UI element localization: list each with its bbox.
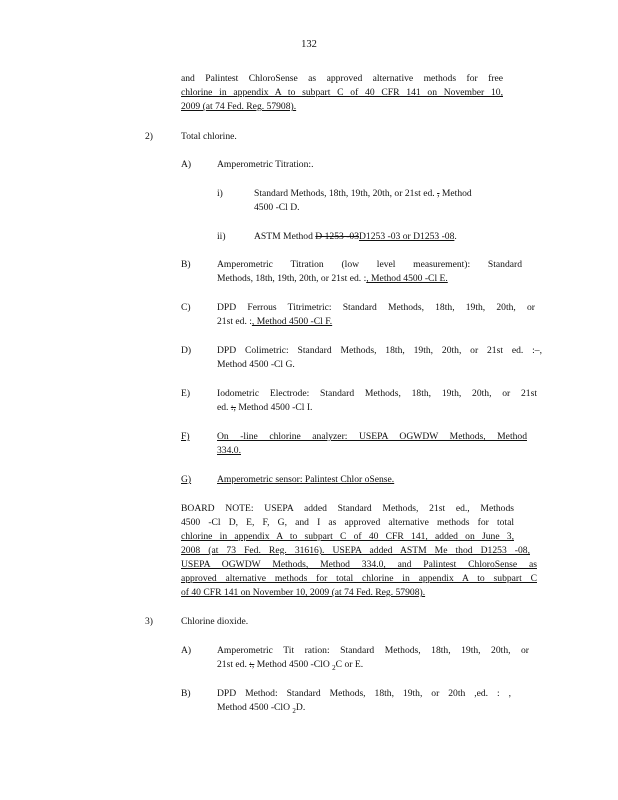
item-2e-line-2: ed. :, Method 4500 -Cl I.	[217, 402, 313, 413]
item-3a-line-2: 21st ed. :, Method 4500 -ClO $_2$C or E.	[217, 659, 364, 672]
item-2a-ii-text: ASTM Method D 1253 -03D1253 -03 or D1253 -08.	[254, 231, 457, 242]
board-note	[181, 502, 537, 600]
item-2c-label: C)	[181, 302, 191, 313]
item-2a-i-label: i)	[217, 188, 223, 199]
item-2a-i-text	[254, 187, 522, 215]
intro-paragraph	[181, 72, 503, 114]
item-2b-line-1: Amperometric Titration (low level measurement): Standard	[217, 259, 522, 270]
item-2b-line-2: Methods, 18th, 19th, 20th, or 21st ed. :, Method 4500 -Cl E.	[217, 273, 448, 284]
item-2d-line-2: Method 4500 -Cl G.	[217, 359, 295, 370]
item-2a-label: A)	[181, 159, 192, 170]
item-2c-line-2: 21st ed. :, Method 4500 -Cl F.	[217, 316, 333, 327]
board-note-line-1: BOARD NOTE: USEPA added Standard Methods, 21st ed., Methods	[181, 503, 514, 514]
section-3-title: Chlorine dioxide.	[181, 616, 249, 627]
section-2-title: Total chlorine.	[181, 131, 237, 142]
item-2b-text	[217, 258, 522, 286]
section-2-number: 2)	[145, 131, 153, 142]
item-2a-title: Amperometric Titration:.	[217, 159, 314, 170]
board-note-line-7: of 40 CFR 141 on November 10, 2009 (at 74 Fed. Reg. 57908).	[181, 587, 426, 598]
board-note-line-2: 4500 -Cl D, E, F, G, and I as approved alternative methods for total	[181, 517, 514, 528]
item-2d-text	[217, 344, 542, 372]
item-2b-label: B)	[181, 259, 191, 270]
item-2e-text	[217, 387, 537, 415]
item-3a-label: A)	[181, 645, 192, 656]
item-3a-text	[217, 644, 529, 675]
item-2g-label: G)	[181, 474, 192, 485]
section-3-number: 3)	[145, 616, 153, 627]
board-note-line-5: USEPA OGWDW Methods, Method 334.0, and Palintest ChloroSense as	[181, 559, 537, 570]
item-2f-text	[217, 430, 527, 458]
item-2e-label: E)	[181, 388, 191, 399]
item-3a-line-1: Amperometric Tit ration: Standard Methods, 18th, 19th, 20th, or	[217, 645, 529, 656]
item-3b-line-1: DPD Method: Standard Methods, 18th, 19th, or 20th ,ed. : ,	[217, 688, 511, 699]
item-2c-text	[217, 301, 535, 329]
item-2f-label: F)	[181, 431, 190, 442]
item-2a-ii-label: ii)	[217, 231, 226, 242]
board-note-line-4: 2008 (at 73 Fed. Reg. 31616). USEPA added ASTM Me thod D1253 -08,	[181, 545, 530, 556]
board-note-line-6: approved alternative methods for total chlorine in appendix A to subpart C	[181, 573, 537, 584]
board-note-line-3: chlorine in appendix A to subpart C of 40 CFR 141, added on June 3,	[181, 531, 514, 542]
page-number: 132	[301, 39, 317, 50]
intro-line-2: chlorine in appendix A to subpart C of 40 CFR 141 on November 10,	[181, 87, 503, 98]
item-2d-line-1: DPD Colimetric: Standard Methods, 18th, 19th, 20th, or 21st ed. :–,	[217, 345, 542, 356]
item-2c-line-1: DPD Ferrous Titrimetric: Standard Methods, 18th, 19th, 20th, or	[217, 302, 535, 313]
item-2f-line-2: 334.0.	[217, 445, 241, 456]
item-3b-text	[217, 687, 511, 718]
item-2a-i-line-2: 4500 -Cl D.	[254, 202, 300, 213]
item-2f-line-1: On -line chlorine analyzer: USEPA OGWDW Methods, Method	[217, 431, 527, 442]
intro-line-1: and Palintest ChloroSense as approved alternative methods for free	[181, 73, 503, 84]
item-2g-text: Amperometric sensor: Palintest Chlor oSense.	[217, 474, 395, 485]
item-2e-line-1: Iodometric Electrode: Standard Methods, 18th, 19th, 20th, or 21st	[217, 388, 537, 399]
item-3b-label: B)	[181, 688, 191, 699]
intro-line-3: 2009 (at 74 Fed. Reg. 57908).	[181, 101, 297, 112]
item-2d-label: D)	[181, 345, 192, 356]
item-2a-i-line-1: Standard Methods, 18th, 19th, 20th, or 21st ed. , Method	[254, 188, 472, 199]
item-3b-line-2: Method 4500 -ClO $_2$D.	[217, 702, 306, 715]
